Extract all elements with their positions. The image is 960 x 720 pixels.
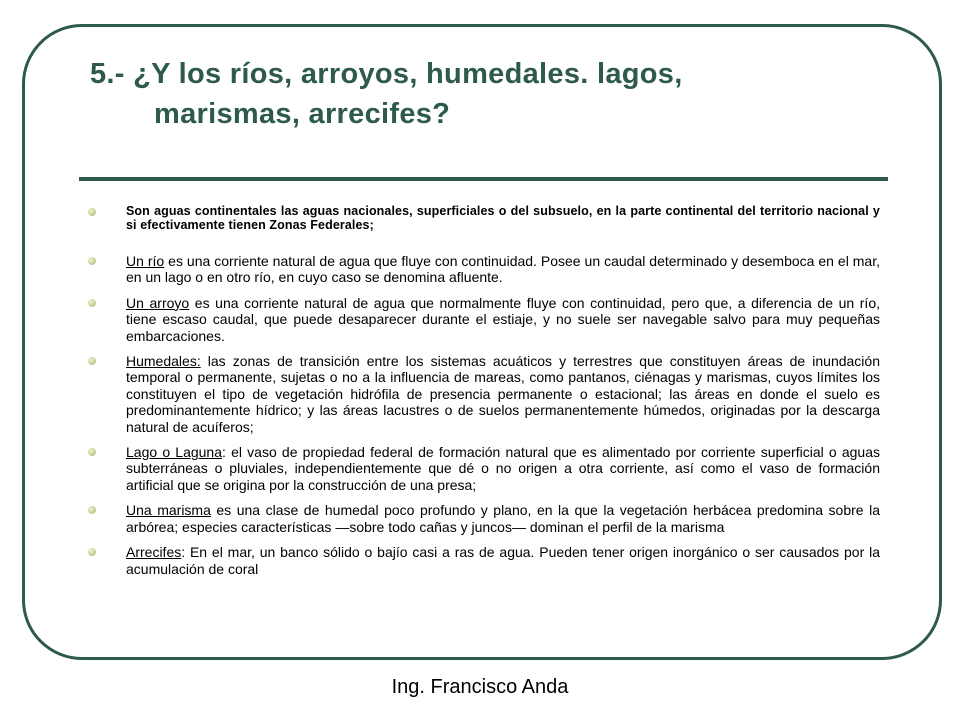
definition-arrecifes: : En el mar, un banco sólido o bajío casi a ras de agua. Pueden tener origen inorgánico o ser causados por la acumulación de coral — [126, 544, 880, 577]
slide-title — [90, 54, 890, 134]
bullet-icon — [88, 357, 96, 365]
definition-rio: es una corriente natural de agua que fluye con continuidad. Posee un caudal determinado y desemboca en el mar, en un lago o en otro río, en cuyo caso se denomina afluente. — [126, 253, 880, 286]
slide-title-line-2: marismas, arrecifes? — [154, 98, 451, 130]
bullet-list — [88, 205, 880, 586]
list-item-humedales — [88, 353, 880, 435]
bullet-icon — [88, 548, 96, 556]
bullet-icon — [88, 208, 96, 216]
term-marisma: Una marisma — [126, 502, 211, 519]
term-arrecifes: Arrecifes — [126, 544, 182, 561]
definition-arroyo: es una corriente natural de agua que normalmente fluye con continuidad, pero que, a diferencia de un río, tiene escaso caudal, que puede desaparecer durante el estiaje, y no suele ser navegable salvo para muy pequeñas embarcaciones. — [126, 294, 880, 344]
definition-lago: : el vaso de propiedad federal de formación natural que es alimentado por corriente superficial o aguas subterráneas o pluviales, independientemente que dé o no origen a otra corriente, así como el vaso de formación artificial que se origina por la construcción de una presa; — [126, 444, 881, 493]
term-arroyo: Un arroyo — [126, 294, 190, 311]
list-item-intro — [88, 205, 880, 232]
bullet-icon — [88, 257, 96, 265]
footer-author: Ing. Francisco Anda — [391, 676, 569, 698]
bullet-icon — [88, 448, 96, 456]
definition-marisma: es una clase de humedal poco profundo y plano, en la que la vegetación herbácea predomina sobre la arbórea; especies características —sobre todo cañas y juncos— dominan el perfil de la marisma — [126, 502, 880, 535]
term-rio: Un río — [126, 253, 165, 269]
term-lago: Lago o Laguna — [126, 444, 223, 461]
list-item-lago — [88, 444, 880, 493]
list-item-arroyo — [88, 295, 880, 344]
title-divider — [79, 177, 888, 181]
list-item-rio — [88, 253, 880, 286]
slide-title-line-1: 5.- ¿Y los ríos, arroyos, humedales. lagos, — [90, 58, 683, 90]
term-humedales: Humedales: — [126, 353, 201, 370]
list-item-marisma — [88, 502, 880, 535]
intro-text: Son aguas continentales las aguas nacionales, superficiales o del subsuelo, en la parte continental del territorio nacional y si efectivamente tienen Zonas Federales; — [126, 204, 880, 232]
bullet-icon — [88, 299, 96, 307]
list-item-arrecifes — [88, 544, 880, 577]
bullet-icon — [88, 506, 96, 514]
definition-humedales: las zonas de transición entre los sistemas acuáticos y terrestres que constituyen áreas de inundación temporal o permanente, sujetas o no a la influencia de mareas, como pantanos, ciénagas y marismas, cuyos límites los constituyen el tipo de vegetación hidrófila de presencia permanente o estacional; las áreas en donde el suelo es predominantemente hídrico; y las áreas lacustres o de suelos permanentemente húmedos, originadas por la descarga natural de acuíferos; — [126, 353, 880, 435]
